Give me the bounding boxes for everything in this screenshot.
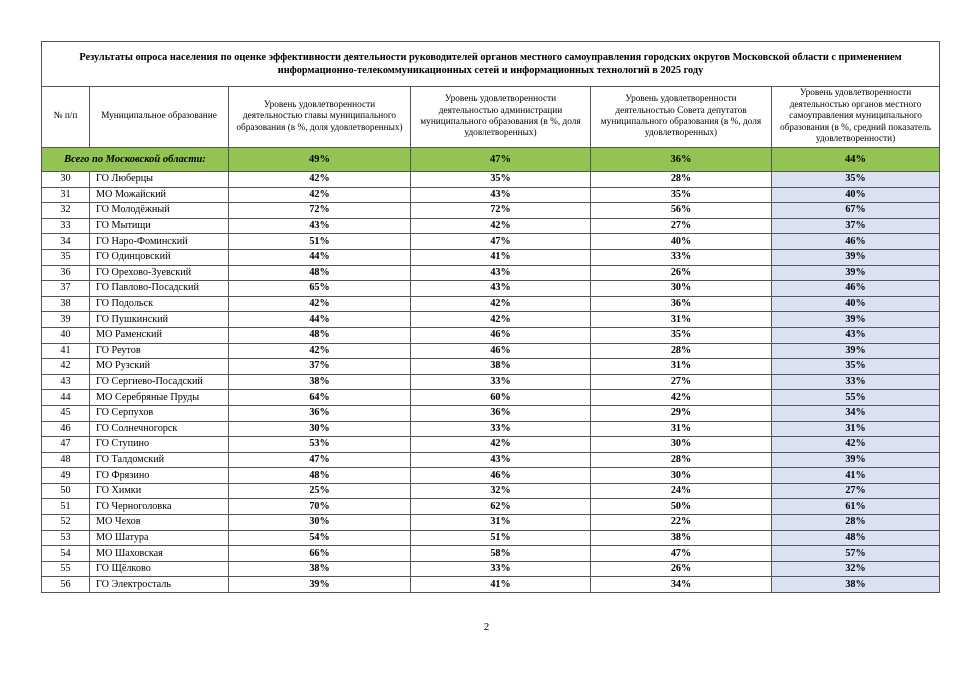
cell-council: 30% [591, 437, 772, 453]
cell-num: 51 [42, 499, 90, 515]
cell-municipality: ГО Орехово-Зуевский [90, 265, 229, 281]
cell-administration: 72% [411, 203, 591, 219]
column-header-average: Уровень удовлетворенности деятельностью органов местного самоуправления муниципального образования (в %, средний показатель удовлетворенности) [772, 87, 940, 148]
cell-average: 33% [772, 374, 940, 390]
cell-average: 35% [772, 172, 940, 188]
cell-municipality: МО Шатура [90, 530, 229, 546]
cell-num: 37 [42, 281, 90, 297]
cell-council: 26% [591, 561, 772, 577]
cell-administration: 42% [411, 296, 591, 312]
cell-head: 42% [229, 172, 411, 188]
total-council: 36% [591, 148, 772, 172]
cell-administration: 35% [411, 172, 591, 188]
column-header-council: Уровень удовлетворенности деятельностью Совета депутатов муниципального образования (в %, доля удовлетворенных) [591, 87, 772, 148]
cell-num: 46 [42, 421, 90, 437]
column-header-num: № п/п [42, 87, 90, 148]
cell-municipality: МО Рузский [90, 359, 229, 375]
cell-council: 42% [591, 390, 772, 406]
cell-num: 55 [42, 561, 90, 577]
cell-administration: 42% [411, 437, 591, 453]
cell-num: 35 [42, 249, 90, 265]
cell-council: 34% [591, 577, 772, 593]
cell-average: 32% [772, 561, 940, 577]
table-row [42, 218, 940, 234]
cell-average: 37% [772, 218, 940, 234]
cell-average: 46% [772, 234, 940, 250]
cell-num: 45 [42, 405, 90, 421]
cell-head: 48% [229, 468, 411, 484]
cell-average: 39% [772, 343, 940, 359]
cell-average: 67% [772, 203, 940, 219]
cell-num: 34 [42, 234, 90, 250]
column-header-head: Уровень удовлетворенности деятельностью главы муниципального образования (в %, доля удовлетворенных) [229, 87, 411, 148]
cell-administration: 43% [411, 187, 591, 203]
cell-administration: 43% [411, 265, 591, 281]
cell-council: 28% [591, 343, 772, 359]
cell-average: 39% [772, 452, 940, 468]
cell-num: 38 [42, 296, 90, 312]
table-row [42, 577, 940, 593]
cell-head: 36% [229, 405, 411, 421]
cell-head: 38% [229, 374, 411, 390]
table-row [42, 359, 940, 375]
cell-administration: 43% [411, 281, 591, 297]
cell-municipality: МО Серебряные Пруды [90, 390, 229, 406]
table-row [42, 265, 940, 281]
cell-council: 30% [591, 281, 772, 297]
cell-municipality: ГО Серпухов [90, 405, 229, 421]
cell-head: 70% [229, 499, 411, 515]
cell-num: 56 [42, 577, 90, 593]
cell-average: 57% [772, 546, 940, 562]
cell-num: 30 [42, 172, 90, 188]
cell-municipality: МО Раменский [90, 327, 229, 343]
cell-administration: 41% [411, 577, 591, 593]
cell-average: 27% [772, 483, 940, 499]
cell-average: 55% [772, 390, 940, 406]
cell-council: 27% [591, 218, 772, 234]
column-header-municipality: Муниципальное образование [90, 87, 229, 148]
cell-num: 54 [42, 546, 90, 562]
cell-council: 27% [591, 374, 772, 390]
total-average: 44% [772, 148, 940, 172]
cell-average: 40% [772, 296, 940, 312]
cell-num: 43 [42, 374, 90, 390]
cell-average: 35% [772, 359, 940, 375]
cell-council: 24% [591, 483, 772, 499]
cell-administration: 47% [411, 234, 591, 250]
table-row [42, 203, 940, 219]
cell-head: 30% [229, 421, 411, 437]
cell-num: 33 [42, 218, 90, 234]
cell-head: 39% [229, 577, 411, 593]
cell-num: 44 [42, 390, 90, 406]
cell-municipality: ГО Солнечногорск [90, 421, 229, 437]
total-administration: 47% [411, 148, 591, 172]
table-row [42, 561, 940, 577]
cell-municipality: ГО Молодёжный [90, 203, 229, 219]
cell-head: 30% [229, 515, 411, 531]
cell-average: 39% [772, 265, 940, 281]
cell-municipality: ГО Наро-Фоминский [90, 234, 229, 250]
cell-municipality: ГО Талдомский [90, 452, 229, 468]
cell-average: 48% [772, 530, 940, 546]
cell-council: 36% [591, 296, 772, 312]
cell-administration: 46% [411, 468, 591, 484]
table-row [42, 452, 940, 468]
cell-administration: 46% [411, 327, 591, 343]
cell-average: 31% [772, 421, 940, 437]
cell-council: 38% [591, 530, 772, 546]
cell-municipality: ГО Павлово-Посадский [90, 281, 229, 297]
cell-council: 33% [591, 249, 772, 265]
column-header-administration: Уровень удовлетворенности деятельностью администрации муниципального образования (в %, доля удовлетворенных) [411, 87, 591, 148]
cell-head: 47% [229, 452, 411, 468]
cell-num: 52 [42, 515, 90, 531]
cell-council: 28% [591, 172, 772, 188]
survey-results-table [41, 41, 940, 593]
cell-council: 35% [591, 327, 772, 343]
cell-municipality: ГО Пушкинский [90, 312, 229, 328]
cell-average: 46% [772, 281, 940, 297]
table-row [42, 405, 940, 421]
table-row [42, 343, 940, 359]
cell-administration: 43% [411, 452, 591, 468]
cell-council: 29% [591, 405, 772, 421]
cell-council: 56% [591, 203, 772, 219]
cell-num: 50 [42, 483, 90, 499]
cell-num: 32 [42, 203, 90, 219]
cell-council: 22% [591, 515, 772, 531]
table-row [42, 437, 940, 453]
table-row [42, 468, 940, 484]
cell-council: 40% [591, 234, 772, 250]
cell-head: 37% [229, 359, 411, 375]
cell-council: 31% [591, 421, 772, 437]
cell-administration: 31% [411, 515, 591, 531]
cell-average: 34% [772, 405, 940, 421]
cell-head: 38% [229, 561, 411, 577]
cell-num: 39 [42, 312, 90, 328]
cell-num: 48 [42, 452, 90, 468]
table-row [42, 312, 940, 328]
cell-average: 38% [772, 577, 940, 593]
cell-head: 42% [229, 343, 411, 359]
cell-administration: 33% [411, 561, 591, 577]
cell-head: 44% [229, 312, 411, 328]
cell-municipality: ГО Ступино [90, 437, 229, 453]
cell-municipality: ГО Реутов [90, 343, 229, 359]
cell-num: 49 [42, 468, 90, 484]
cell-head: 42% [229, 187, 411, 203]
cell-head: 48% [229, 265, 411, 281]
cell-council: 50% [591, 499, 772, 515]
cell-council: 35% [591, 187, 772, 203]
cell-administration: 33% [411, 421, 591, 437]
cell-num: 31 [42, 187, 90, 203]
cell-municipality: ГО Сергиево-Посадский [90, 374, 229, 390]
cell-administration: 42% [411, 312, 591, 328]
cell-num: 42 [42, 359, 90, 375]
cell-head: 66% [229, 546, 411, 562]
cell-num: 47 [42, 437, 90, 453]
cell-num: 36 [42, 265, 90, 281]
cell-administration: 32% [411, 483, 591, 499]
table-row [42, 281, 940, 297]
cell-head: 53% [229, 437, 411, 453]
total-label: Всего по Московской области: [42, 148, 229, 172]
cell-administration: 38% [411, 359, 591, 375]
cell-head: 51% [229, 234, 411, 250]
cell-municipality: ГО Фрязино [90, 468, 229, 484]
cell-municipality: ГО Щёлково [90, 561, 229, 577]
cell-municipality: ГО Подольск [90, 296, 229, 312]
table-row [42, 249, 940, 265]
total-row [42, 148, 940, 172]
cell-head: 72% [229, 203, 411, 219]
cell-municipality: ГО Люберцы [90, 172, 229, 188]
cell-administration: 60% [411, 390, 591, 406]
cell-municipality: ГО Одинцовский [90, 249, 229, 265]
cell-num: 53 [42, 530, 90, 546]
cell-municipality: ГО Электросталь [90, 577, 229, 593]
cell-average: 42% [772, 437, 940, 453]
table-row [42, 483, 940, 499]
cell-head: 54% [229, 530, 411, 546]
cell-average: 28% [772, 515, 940, 531]
cell-council: 31% [591, 312, 772, 328]
cell-num: 41 [42, 343, 90, 359]
cell-administration: 36% [411, 405, 591, 421]
table-row [42, 546, 940, 562]
cell-municipality: МО Можайский [90, 187, 229, 203]
table-row [42, 296, 940, 312]
cell-municipality: МО Чехов [90, 515, 229, 531]
cell-municipality: ГО Химки [90, 483, 229, 499]
table-title: Результаты опроса населения по оценке эффективности деятельности руководителей органов местного самоуправления городских округов Московской области с применением информационно-телекоммуникационных сетей и информационных технологий в 2025 году [42, 42, 940, 87]
table-row [42, 530, 940, 546]
cell-average: 41% [772, 468, 940, 484]
cell-average: 39% [772, 312, 940, 328]
cell-administration: 46% [411, 343, 591, 359]
cell-municipality: ГО Мытищи [90, 218, 229, 234]
cell-council: 31% [591, 359, 772, 375]
cell-administration: 58% [411, 546, 591, 562]
cell-council: 26% [591, 265, 772, 281]
header-row [42, 87, 940, 148]
cell-council: 28% [591, 452, 772, 468]
table-row [42, 421, 940, 437]
table-row [42, 234, 940, 250]
cell-municipality: МО Шаховская [90, 546, 229, 562]
page-number: 2 [483, 621, 490, 633]
table-row [42, 172, 940, 188]
cell-head: 25% [229, 483, 411, 499]
cell-num: 40 [42, 327, 90, 343]
cell-administration: 62% [411, 499, 591, 515]
cell-head: 64% [229, 390, 411, 406]
table-row [42, 187, 940, 203]
cell-administration: 51% [411, 530, 591, 546]
cell-head: 48% [229, 327, 411, 343]
cell-average: 43% [772, 327, 940, 343]
cell-administration: 33% [411, 374, 591, 390]
cell-administration: 41% [411, 249, 591, 265]
table-row [42, 515, 940, 531]
total-head: 49% [229, 148, 411, 172]
cell-council: 30% [591, 468, 772, 484]
cell-head: 42% [229, 296, 411, 312]
cell-head: 43% [229, 218, 411, 234]
cell-average: 40% [772, 187, 940, 203]
cell-head: 44% [229, 249, 411, 265]
cell-administration: 42% [411, 218, 591, 234]
cell-council: 47% [591, 546, 772, 562]
cell-head: 65% [229, 281, 411, 297]
table-row [42, 499, 940, 515]
table-row [42, 390, 940, 406]
table-row [42, 327, 940, 343]
cell-average: 39% [772, 249, 940, 265]
table-row [42, 374, 940, 390]
cell-average: 61% [772, 499, 940, 515]
cell-municipality: ГО Черноголовка [90, 499, 229, 515]
